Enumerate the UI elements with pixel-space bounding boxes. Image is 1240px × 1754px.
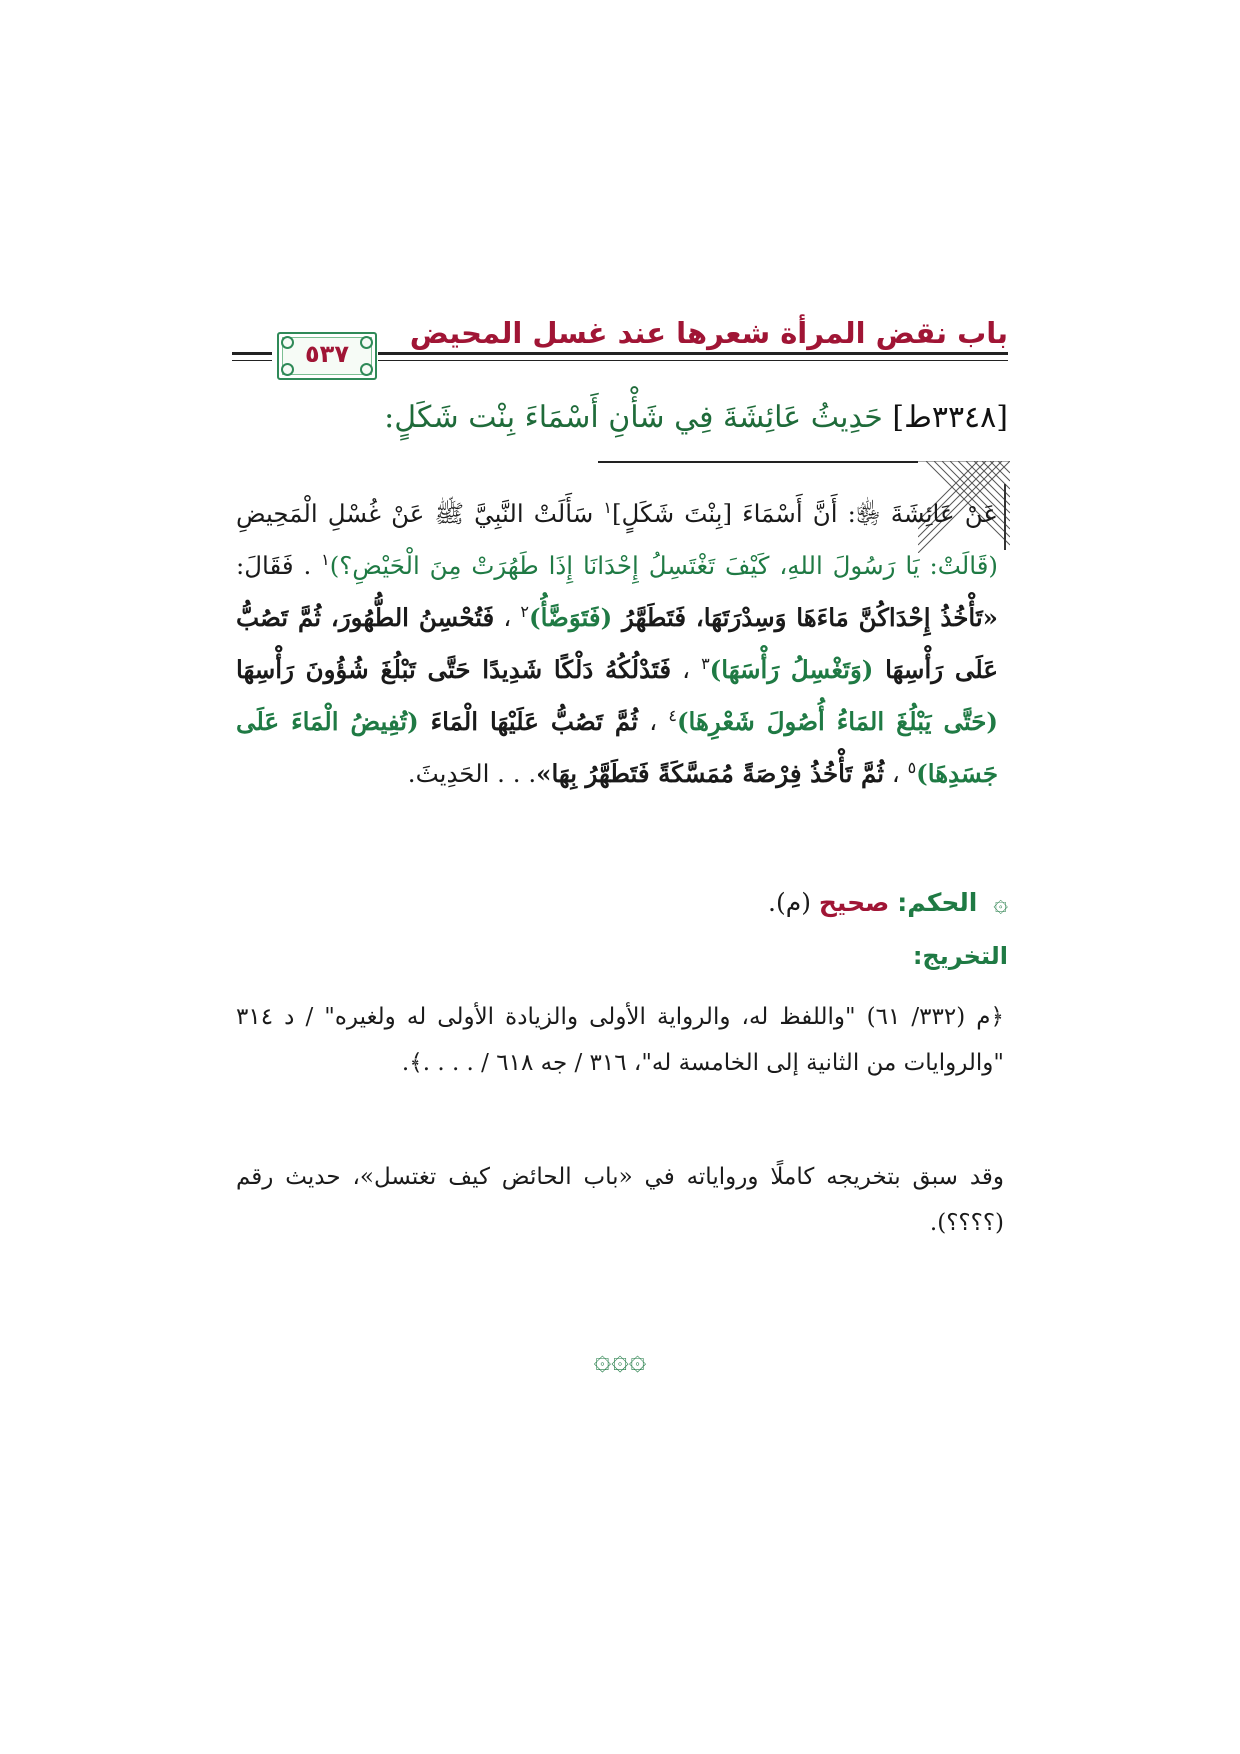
- matn-segment: (قَالَتْ: يَا رَسُولَ اللهِ، كَيْفَ تَغْتَسِلُ إِحْدَانَا إِذَا طَهُرَتْ مِنَ الْحَيْضِ؟): [329, 551, 998, 580]
- matn-segment: (وَتَغْسِلُ رَأْسَهَا): [709, 655, 874, 684]
- ruling-line: [248, 888, 1008, 917]
- matn-segment: (تُفِيضُ الْمَاءَ عَلَى جَسَدِهَا): [236, 707, 998, 788]
- ruling-label: الحكم:: [897, 888, 978, 917]
- matn-segment: فَتَدْلُكُهُ دَلْكًا شَدِيدًا حَتَّى تَبْلُغَ شُؤُونَ رَأْسِهَا: [236, 655, 672, 684]
- section-end-ornaments: ۞۞۞: [593, 1342, 647, 1377]
- heading-underline: [598, 461, 918, 463]
- matn-segment: (فَتَوَضَّأُ): [528, 603, 613, 632]
- footnote-marker: ١: [603, 497, 612, 517]
- ruling-source: (م).: [768, 888, 811, 917]
- footnote-marker: ٢: [520, 601, 529, 621]
- side-bar-rule: [1004, 484, 1006, 550]
- header-rule-left: [232, 352, 272, 355]
- matn-segment: عَنْ عَائِشَةَ ﵂: أَنَّ أَسْمَاءَ [بِنْتَ شَكَلٍ]: [611, 499, 998, 528]
- footnote-marker: ١: [321, 549, 330, 569]
- matn-segment: . . . الحَدِيثَ.: [407, 759, 537, 788]
- matn-segment: (حَتَّى يَبْلُغَ المَاءُ أُصُولَ شَعْرِهَا): [676, 707, 998, 736]
- matn-segment: ،: [671, 655, 702, 684]
- hadith-matn: [236, 488, 998, 800]
- matn-segment: . فَقَالَ:: [236, 551, 322, 580]
- header-rule-right-thin: [378, 360, 1008, 361]
- footnote-marker: ٣: [701, 653, 710, 673]
- header-rule-right: [378, 352, 1008, 355]
- footnote-marker: ٤: [668, 705, 677, 725]
- matn-segment: ،: [494, 603, 521, 632]
- flower-ornament-icon: ۞: [993, 888, 1008, 917]
- hadith-number: [٣٣٤٨ط]: [892, 400, 1008, 435]
- page-number-badge: [277, 332, 377, 380]
- matn-segment: «تَأْخُذُ إِحْدَاكُنَّ مَاءَهَا وَسِدْرَتَهَا، فَتَطَهَّرُ: [612, 603, 998, 632]
- footnote-marker: ٥: [907, 757, 917, 777]
- page-number: ٥٣٧: [305, 340, 349, 368]
- header-rule-left-thin: [232, 360, 272, 361]
- matn-segment: ثُمَّ تَصُبُّ عَلَيْهَا الْمَاءَ: [418, 707, 639, 736]
- hadith-title: حَدِيثُ عَائِشَةَ فِي شَأْنِ أَسْمَاءَ بِنْت شَكَلٍ:: [384, 400, 883, 435]
- cross-reference-note: وقد سبق بتخريجه كاملًا ورواياته في «باب الحائض كيف تغتسل»، حديث رقم (؟؟؟؟).: [236, 1164, 1004, 1236]
- matn-segment: ثُمَّ تَأْخُذُ فِرْصَةً مُمَسَّكَةً فَتَطَهَّرُ بِهَا»: [536, 759, 885, 788]
- matn-segment: ،: [638, 707, 669, 736]
- matn-segment: ،: [884, 759, 908, 788]
- matn-segment: سَأَلَتْ النَّبِيَّ ﷺ عَنْ غُسْلِ الْمَحِيضِ: [236, 499, 604, 528]
- takhrij-text: ﴿م (٣٣٢/ ٦١) "واللفظ له، والرواية الأولى والزيادة الأولى له ولغيره" / د ٣١٤ "والروايات من الثانية إلى الخامسة له"، ٣١٦ / جه ٦١٨ / . . . .﴾.: [236, 1004, 1004, 1076]
- ruling-grade: صحيح: [818, 888, 890, 917]
- running-title: باب نقض المرأة شعرها عند غسل المحيض: [409, 316, 1008, 350]
- hadith-heading: [208, 400, 1008, 435]
- matn-segment: فَتُحْسِنُ الطُّهُورَ، ثُمَّ تَصُبُّ عَلَى رَأْسِهَا: [236, 603, 998, 684]
- takhrij-heading: التخريج:: [912, 942, 1008, 970]
